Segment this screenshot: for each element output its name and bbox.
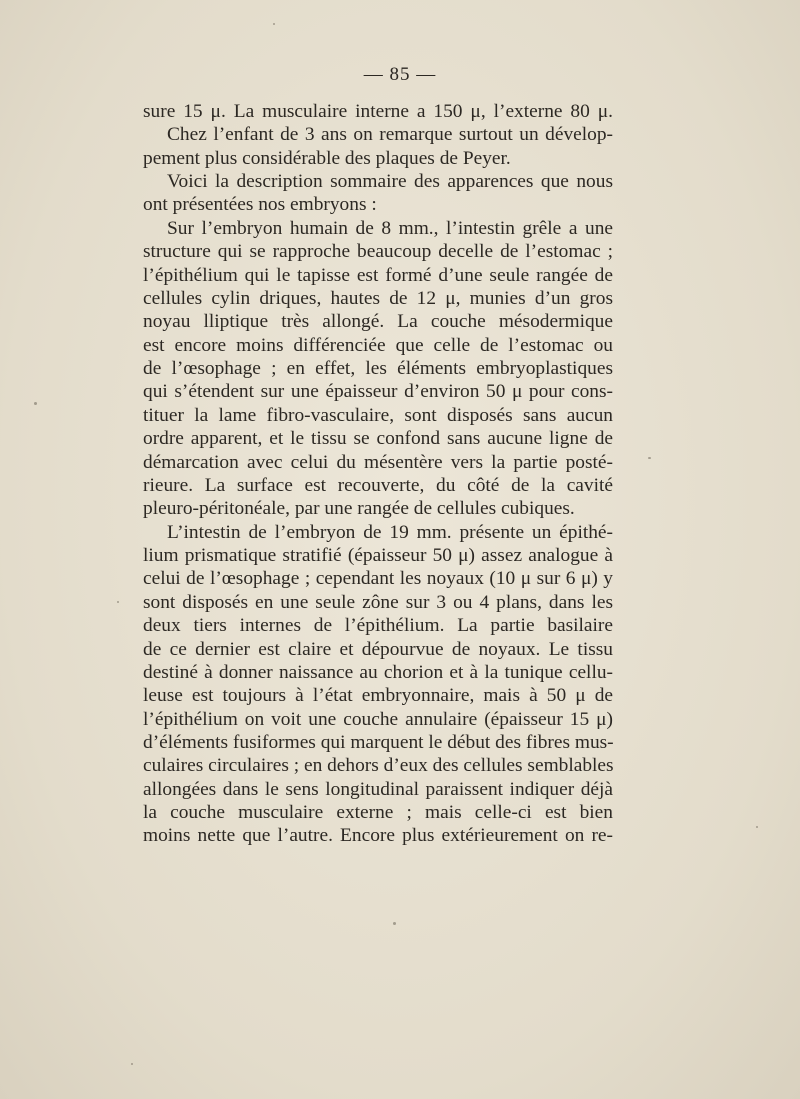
text-line: destiné à donner naissance au chorion et à la tunique cellu- <box>143 661 613 683</box>
text-line: cellules cylin driques, hautes de 12 μ, munies d’un gros <box>143 287 613 309</box>
paper-speck <box>34 402 37 405</box>
text-line: la couche musculaire externe ; mais celle-ci est bien <box>143 802 613 824</box>
paper-speck <box>756 826 758 828</box>
text-line: noyau lliptique très allongé. La couche mésodermique <box>143 311 613 333</box>
page-number: — 85 — <box>363 64 437 85</box>
text-line: deux tiers internes de l’épithélium. La partie basilaire <box>143 615 613 637</box>
paper-speck <box>393 922 396 925</box>
text-line: Sur l’embryon humain de 8 mm., l’intestin grêle a une <box>167 217 613 239</box>
paper-speck <box>131 1063 133 1065</box>
paper-speck <box>648 457 651 459</box>
text-line: de l’œsophage ; en effet, les éléments embryoplastiques <box>143 358 613 380</box>
text-line: structure qui se rapproche beaucoup decelle de l’estomac ; <box>143 241 613 263</box>
text-line: rieure. La surface est recouverte, du côté de la cavité <box>143 474 613 496</box>
text-line: de ce dernier est claire et dépourvue de noyaux. Le tissu <box>143 638 613 660</box>
text-line: leuse est toujours à l’état embryonnaire, mais à 50 μ de <box>143 685 613 707</box>
text-line: ordre apparent, et le tissu se confond sans aucune ligne de <box>143 428 613 450</box>
text-line: pement plus considérable des plaques de Peyer. <box>143 147 511 169</box>
text-line: sure 15 μ. La musculaire interne a 150 μ, l’externe 80 μ. <box>143 101 613 122</box>
text-line: démarcation avec celui du mésentère vers la partie posté- <box>143 451 613 473</box>
text-line: tituer la lame fibro-vasculaire, sont disposés sans aucun <box>143 404 613 426</box>
text-line: qui s’étendent sur une épaisseur d’environ 50 μ pour cons- <box>143 381 613 403</box>
paper-speck <box>117 601 119 603</box>
text-line: moins nette que l’autre. Encore plus extérieurement on re- <box>143 825 613 847</box>
text-line: allongées dans le sens longitudinal paraissent indiquer déjà <box>143 778 613 800</box>
text-line: l’épithélium on voit une couche annulaire (épaisseur 15 μ) <box>143 708 613 730</box>
text-line: est encore moins différenciée que celle de l’estomac ou <box>143 334 613 356</box>
text-line: Chez l’enfant de 3 ans on remarque surtout un dévelop- <box>167 124 613 146</box>
text-line: pleuro-péritonéale, par une rangée de cellules cubiques. <box>143 498 575 520</box>
text-line: L’intestin de l’embryon de 19 mm. présente un épithé- <box>167 521 613 543</box>
text-line: celui de l’œsophage ; cependant les noyaux (10 μ sur 6 μ) y <box>143 568 613 590</box>
text-line: sont disposés en une seule zône sur 3 ou 4 plans, dans les <box>143 591 613 613</box>
text-line: lium prismatique stratifié (épaisseur 50 μ) assez analogue à <box>143 545 613 567</box>
text-line: l’épithélium qui le tapisse est formé d’une seule rangée de <box>143 264 613 286</box>
text-line: culaires circulaires ; en dehors d’eux des cellules semblables <box>143 755 614 777</box>
paper-speck <box>273 23 275 25</box>
text-line: Voici la description sommaire des apparences que nous <box>167 171 613 193</box>
text-line: d’éléments fusiformes qui marquent le début des fibres mus- <box>143 731 614 753</box>
text-line: ont présentées nos embryons : <box>143 194 377 216</box>
